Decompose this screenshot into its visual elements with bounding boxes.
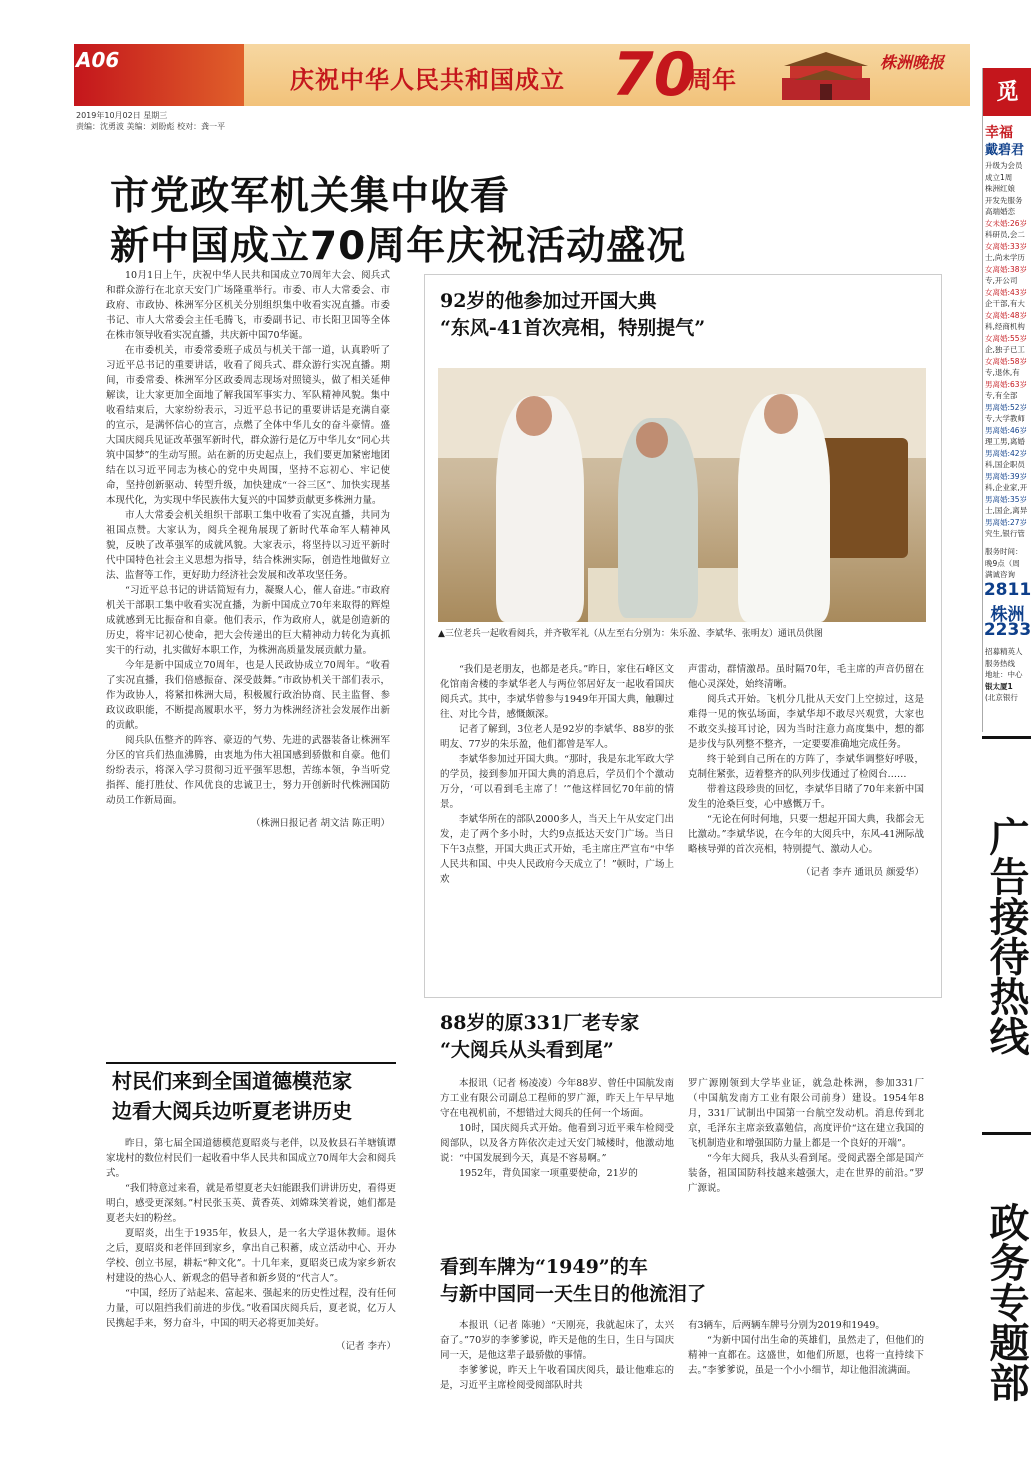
ad-line: 女离婚:48岁 (985, 310, 1028, 320)
banner-70: 70 (612, 40, 696, 110)
headline-line-1: 市党政军机关集中收看 (110, 174, 511, 219)
villagers-paragraph: 夏昭炎，出生于1935年，攸县人，是一名大学退休教师。退休之后，夏昭炎和老伴回到家乡，拿出自己积蓄，成立活动中心、开办学校、创立书屋，耕耘“种文化”。十几年来，夏昭炎已成为家乡新农村建设的热心人、新观念的倡导者和新乡贤的“代言人”。 (106, 1228, 396, 1284)
issue-date: 2019年10月02日 星期三 (76, 111, 168, 120)
ad-line: 士,尚未学历 (985, 253, 1025, 262)
ad-line: 男离婚:52岁 (985, 402, 1028, 412)
ad-line: 男离婚:39岁 (985, 471, 1028, 481)
article-92-paragraph: 李斌华参加过开国大典。“那时，我是东北军政大学的学员，接到参加开国大典的消息后，学员们个个激动万分，‘可以看到毛主席了！’”他这样回忆70年前的情景。 (440, 754, 674, 810)
villagers-byline: （记者 李卉） (335, 1341, 396, 1352)
banner-year-suffix: 周年 (688, 66, 736, 94)
article-88-col-1 (440, 1076, 674, 1181)
article-88-title-1: 88岁的原331厂老专家 (440, 1012, 640, 1034)
ad-line: 企,独子已工 (985, 345, 1025, 354)
article-88-paragraph: “今年大阅兵，我从头看到尾。受阅武器全部是国产装备，祖国国防科技越来越强大，走在世界的前沿。”罗广源说。 (688, 1153, 924, 1194)
matchmaking-ad (982, 68, 1031, 732)
ad-footer-info (985, 646, 1031, 704)
ad-line: 专,大学教师 (985, 414, 1025, 423)
ad-line: 专,退休,有 (985, 368, 1020, 377)
tiananmen-gate-icon (776, 44, 876, 100)
article-1949-col-1 (440, 1318, 674, 1393)
lead-byline: （株洲日报记者 胡文洁 陈正明） (250, 818, 390, 829)
villagers-paragraph: “我们特意过来看，就是希望夏老夫妇能跟我们讲讲历史，看得更明白，感受更深刻。”村民张玉英、黄香英、刘嫦珠笑着说，她们都是夏老夫妇的粉丝。 (106, 1183, 396, 1224)
article-88-title (440, 1010, 639, 1064)
ad-address-2: 银太厦1 (985, 681, 1013, 691)
section-divider (106, 1062, 396, 1064)
ad-hotline-vertical: 广告接待热线 (983, 816, 1030, 1056)
ad-line: 理工男,离婚 (985, 437, 1025, 446)
article-92-paragraph: “我们是老朋友，也都是老兵。”昨日，家住石峰区文化馆南舍楼的李斌华老人与两位邻居好友一起收看国庆阅兵式。其中，李斌华曾参与1949年开国大典，触聊过往、对比今昔，感慨颇深。 (440, 664, 674, 720)
lead-paragraph: 市人大常委会机关组织干部职工集中收看了实况直播，共同为祖国点赞。大家认为，阅兵全视角展现了新时代革命军人精神风貌，反映了改革强军的成就风貌。大家表示，将坚持以习近平新时代中国特色社会主义思想为指导，结合株洲实际，创造性地做好立法、监督等工作，更好助力经济社会发展和改革攻坚任务。 (106, 510, 390, 581)
ad-line: 成立1周 (985, 172, 1013, 182)
ad-line: 男离婚:27岁 (985, 517, 1028, 527)
article-1949-title-1: 看到车牌为“1949”的车 (440, 1256, 648, 1278)
article-88-col-2 (688, 1076, 924, 1196)
ad-line: 女离婚:38岁 (985, 264, 1028, 274)
ad-service-info (985, 546, 1031, 581)
villagers-paragraph: 昨日，第七届全国道德模范夏昭炎与老伴，以及攸县石羊塘镇谭家垅村的数位村民们一起收看中华人民共和国成立70周年大会和阅兵式。 (106, 1138, 396, 1179)
article-1949-title-2: 与新中国同一天生日的他流泪了 (440, 1283, 707, 1305)
article-92-paragraph: 李斌华所在的部队2000多人，当天上午从安定门出发，走了两个多小时，大约9点抵达天安门广场。当日下午3点整，开国大典正式开始，毛主席庄严宣布“中华人民共和国、中央人民政府今天成立了！”顿时，广场上欢 (440, 814, 674, 885)
villagers-title (112, 1066, 352, 1126)
lead-paragraph: 在市委机关，市委常委班子成员与机关干部一道，认真聆听了习近平总书记的重要讲话，收看了阅兵式、群众游行实况直播。期间，市委常委、株洲军分区政委周志现场对照镜头，做了相关延伸解读，让大家更加全面地了解我国军事实力、军队精神风貌。集中收看结束后，大家纷纷表示，习近平总书记的重要讲话是充满自豪的宣示，是满怀信心的宣言，点燃了全体中华儿女的奋斗豪情。盛大国庆阅兵见证改革强军新时代，群众游行是亿万中华儿女“同心共筑中国梦”的生动写照。站在新的历史起点上，我们要更加紧密地团结在以习近平同志为核心的党中央周围，坚持不忘初心、牢记使命，坚持创新驱动、转型升级，加快建成“一谷三区”、加快实现基本现代化，为实现中华民族伟大复兴的中国梦贡献更多株洲力量。 (106, 345, 390, 506)
ad-line: 男离婚:46岁 (985, 425, 1028, 435)
villagers-title-2: 边看大阅兵边听夏老讲历史 (112, 1099, 352, 1123)
sidebar-ad (982, 68, 1031, 1475)
ad-line: 企干部,有大 (985, 299, 1025, 308)
ad-recruit: 招募精英人 (985, 647, 1023, 656)
ad-line: 女离婚:55岁 (985, 333, 1028, 343)
article-92-byline: （记者 李卉 通讯员 颜爱华） (800, 867, 924, 878)
article-92-title-2: “东风-41首次亮相，特别提气” (440, 317, 706, 339)
article-1949-paragraph: 本报讯（记者 陈驰）“天刚亮，我就起床了，太兴奋了。”70岁的李爹爹说，昨天是他的生日，生日与国庆同一天，是他这辈子最骄傲的事情。 (440, 1320, 674, 1361)
villagers-title-1: 村民们来到全国道德模范家 (112, 1069, 352, 1093)
ad-address: 地址：中心 (985, 670, 1023, 679)
article-92-paragraph: 阅兵式开始。飞机分几批从天安门上空掠过，这是难得一见的恢弘场面，李斌华却不敢尽兴观赏，大家也不敢交头接耳讨论，因为当时注意力高度集中，想的都是步伐与队列整不整齐，一定要要准确地完成任务。 (688, 694, 924, 750)
headline-line-2: 新中国成立70周年庆祝活动盛况 (110, 224, 687, 269)
article-88-title-2: “大阅兵从头看到尾” (440, 1039, 614, 1061)
ad-line: 女离婚:33岁 (985, 241, 1028, 251)
ad-line: 科,国企职员 (985, 460, 1025, 469)
article-88-paragraph: 1952年，背负国家一项重要使命，21岁的 (459, 1168, 638, 1179)
ad-line: 科,经商机构 (985, 322, 1025, 331)
ad-listing (985, 124, 1031, 540)
issue-staff: 责编：沈勇波 美编：刘盼彪 校对：龚一平 (76, 122, 226, 131)
article-92-paragraph: 记者了解到，3位老人是92岁的李斌华、88岁的张明友、77岁的朱乐盈，他们都曾是军人。 (440, 724, 674, 750)
villagers-article (106, 1136, 396, 1354)
article-1949-paragraph: “为新中国付出生命的英雄们，虽然走了，但他们的精神一直都在。这盛世，如他们所愿，也将一直持续下去。”李爹爹说，虽是一个小小细节，却让他泪流满面。 (688, 1335, 924, 1376)
ad-line: 女离婚:58岁 (985, 356, 1028, 366)
issue-meta (76, 110, 225, 132)
ad-line: 女离婚:43岁 (985, 287, 1028, 297)
ad-phone-1: 2811 (983, 580, 1031, 600)
ad-line: 男离婚:35岁 (985, 494, 1028, 504)
page-number: A06 (76, 48, 120, 72)
article-92-paragraph: 带着这段珍贵的回忆，李斌华目睹了70年来新中国发生的沧桑巨变，心中感慨万千。 (688, 784, 924, 810)
ad-rule (982, 736, 1031, 739)
ad-line: 专,开公司 (985, 276, 1018, 285)
ad-address-3: (北京银行 (985, 693, 1018, 702)
ad-city: 株洲 (990, 605, 1025, 625)
ad-line: 男离婚:63岁 (985, 379, 1028, 389)
lead-article (106, 268, 390, 831)
article-92-paragraph: 声雷动，群情激昂。虽时隔70年，毛主席的声音仍留在他心灵深处，始终清晰。 (688, 664, 924, 690)
article-1949-paragraph: 有3辆车，后两辆车牌号分别为2019和1949。 (688, 1320, 885, 1331)
ad-service-hours: 服务时间： (985, 547, 1023, 556)
ad-line: 士,国企,离异 (985, 506, 1028, 515)
ad-line: 科,企业家,开 (985, 483, 1028, 492)
ad-line: 科研员,会二 (985, 230, 1025, 239)
ad-service-detail: 晚9点（周 (985, 558, 1020, 568)
article-1949-col-2 (688, 1318, 924, 1378)
ad-line: 开发先服务 (985, 195, 1023, 205)
ad-line: 究生,银行管 (985, 529, 1025, 538)
ad-line: 男离婚:42岁 (985, 448, 1028, 458)
article-92-paragraph: “无论在何时何地，只要一想起开国大典，我都会无比激动。”李斌华说，在今年的大阅兵中，东风-41洲际战略核导弹的首次亮相，特别提气、激动人心。 (688, 814, 924, 855)
lead-paragraph: 阅兵队伍整齐的阵容、豪迈的气势、先进的武器装备让株洲军分区的官兵们热血沸腾，由衷地为伟大祖国感到骄傲和自豪。他们纷纷表示，将深入学习贯彻习近平强军思想，苦练本领，争当听党指挥、能打胜仗、作风优良的忠诚卫士，努力开创新时代株洲国防动员工作新局面。 (106, 735, 390, 806)
villagers-paragraph: “中国，经历了站起来、富起来、强起来的历史性过程，没有任何力量，可以阻挡我们前进的步伐。”收看国庆阅兵后，夏老说，亿万人民携起手来，努力奋斗，中国的明天必将更加美好。 (106, 1288, 396, 1329)
article-92-col-1 (440, 662, 674, 887)
lead-paragraph: 10月1日上午，庆祝中华人民共和国成立70周年大会、阅兵式和群众游行在北京天安门广场隆重举行。市委、市人大常委会、市政府、市政协、株洲军分区机关分别组织集中收看实况直播。市委书记、市人大常委会主任毛腾飞，市委副书记、市长阳卫国等全体在株市领导收看实况直播，共庆新中国70华诞。 (106, 270, 390, 341)
main-headline (110, 172, 686, 272)
ad-line: 株洲红娘 (985, 184, 1015, 193)
banner-title: 庆祝中华人民共和国成立 (290, 66, 565, 94)
ad-phone-2: 2233 (983, 620, 1031, 640)
ad-top-char: 觅 (983, 68, 1031, 116)
ad-line: 女未婚:26岁 (985, 218, 1028, 228)
ad-hotline-small: 服务热线 (985, 658, 1015, 668)
newspaper-logo: 株洲晚报 (880, 53, 945, 72)
article-1949-title (440, 1254, 706, 1308)
article-88-paragraph: 10时，国庆阅兵式开始。他看到习近平乘车检阅受阅部队，以及各方阵依次走过天安门城楼时，他激动地说：“中国发展到今天，真是不容易啊。” (440, 1123, 674, 1164)
article-88-paragraph: 罗广源刚领到大学毕业证，就急赴株洲，参加331厂（中国航发南方工业有限公司前身）建设。1954年8月，331厂试制出中国第一台航空发动机。消息传到北京，毛泽东主席亲致嘉勉信，高度评价“这在建立我国的飞机制造业和增强国防力量上都是一个良好的开端”。 (688, 1078, 924, 1149)
veterans-photo (438, 368, 926, 622)
ad-line: 高端婚恋 (985, 207, 1015, 216)
ad-gov-dept-vertical: 政务专题部 (983, 1202, 1030, 1402)
article-1949-paragraph: 李爹爹说，昨天上午收看国庆阅兵，最让他难忘的是，习近平主席检阅受阅部队时共 (440, 1365, 674, 1391)
ad-consult: 满诚咨询 (985, 570, 1015, 579)
lead-paragraph: “习近平总书记的讲话简短有力，凝聚人心，催人奋进。”市政府机关干部职工集中收看实况直播，为新中国成立70年来取得的辉煌成就感到无比振奋和自豪。他们表示，作为政府人，就是创造新的历史，将牢记初心使命，把大会传递出的巨大精神动力转化为真抓实干的行动，扎实做好本职工作，为株洲高质量发展贡献力量。 (106, 585, 390, 656)
article-92-title (440, 288, 705, 342)
article-92-col-2 (688, 662, 924, 880)
article-92-title-1: 92岁的他参加过开国大典 (440, 290, 657, 312)
article-92-paragraph: 终于轮到自己所在的方阵了，李斌华调整好呼吸，克制住紧张，迈着整齐的队列步伐通过了检阅台…… (688, 754, 924, 780)
lead-paragraph: 今年是新中国成立70周年，也是人民政协成立70周年。“收看了实况直播，我们倍感振奋、深受鼓舞。”市政协机关干部们表示，作为政协人，将紧扣株洲大局，积极履行政治协商、民主监督、参政议政职能，不断提高履职水平，努力为株洲经济社会发展作出新的贡献。 (106, 660, 390, 731)
ad-line: 幸福 (985, 125, 1013, 141)
ad-rule (982, 1132, 1031, 1135)
photo-caption: ▲三位老兵一起收看阅兵，并齐敬军礼（从左至右分别为：朱乐盈、李斌华、张明友）通讯员供图 (438, 629, 823, 639)
ad-line: 升级为会员 (985, 161, 1023, 170)
ad-line: 戴碧君 (985, 143, 1025, 158)
article-88-paragraph: 本报讯（记者 杨凌凌）今年88岁、曾任中国航发南方工业有限公司副总工程师的罗广源，昨天上午早早地守在电视机前，不想错过大阅兵的任何一个场面。 (440, 1078, 674, 1119)
ad-line: 专,有全部 (985, 391, 1018, 400)
